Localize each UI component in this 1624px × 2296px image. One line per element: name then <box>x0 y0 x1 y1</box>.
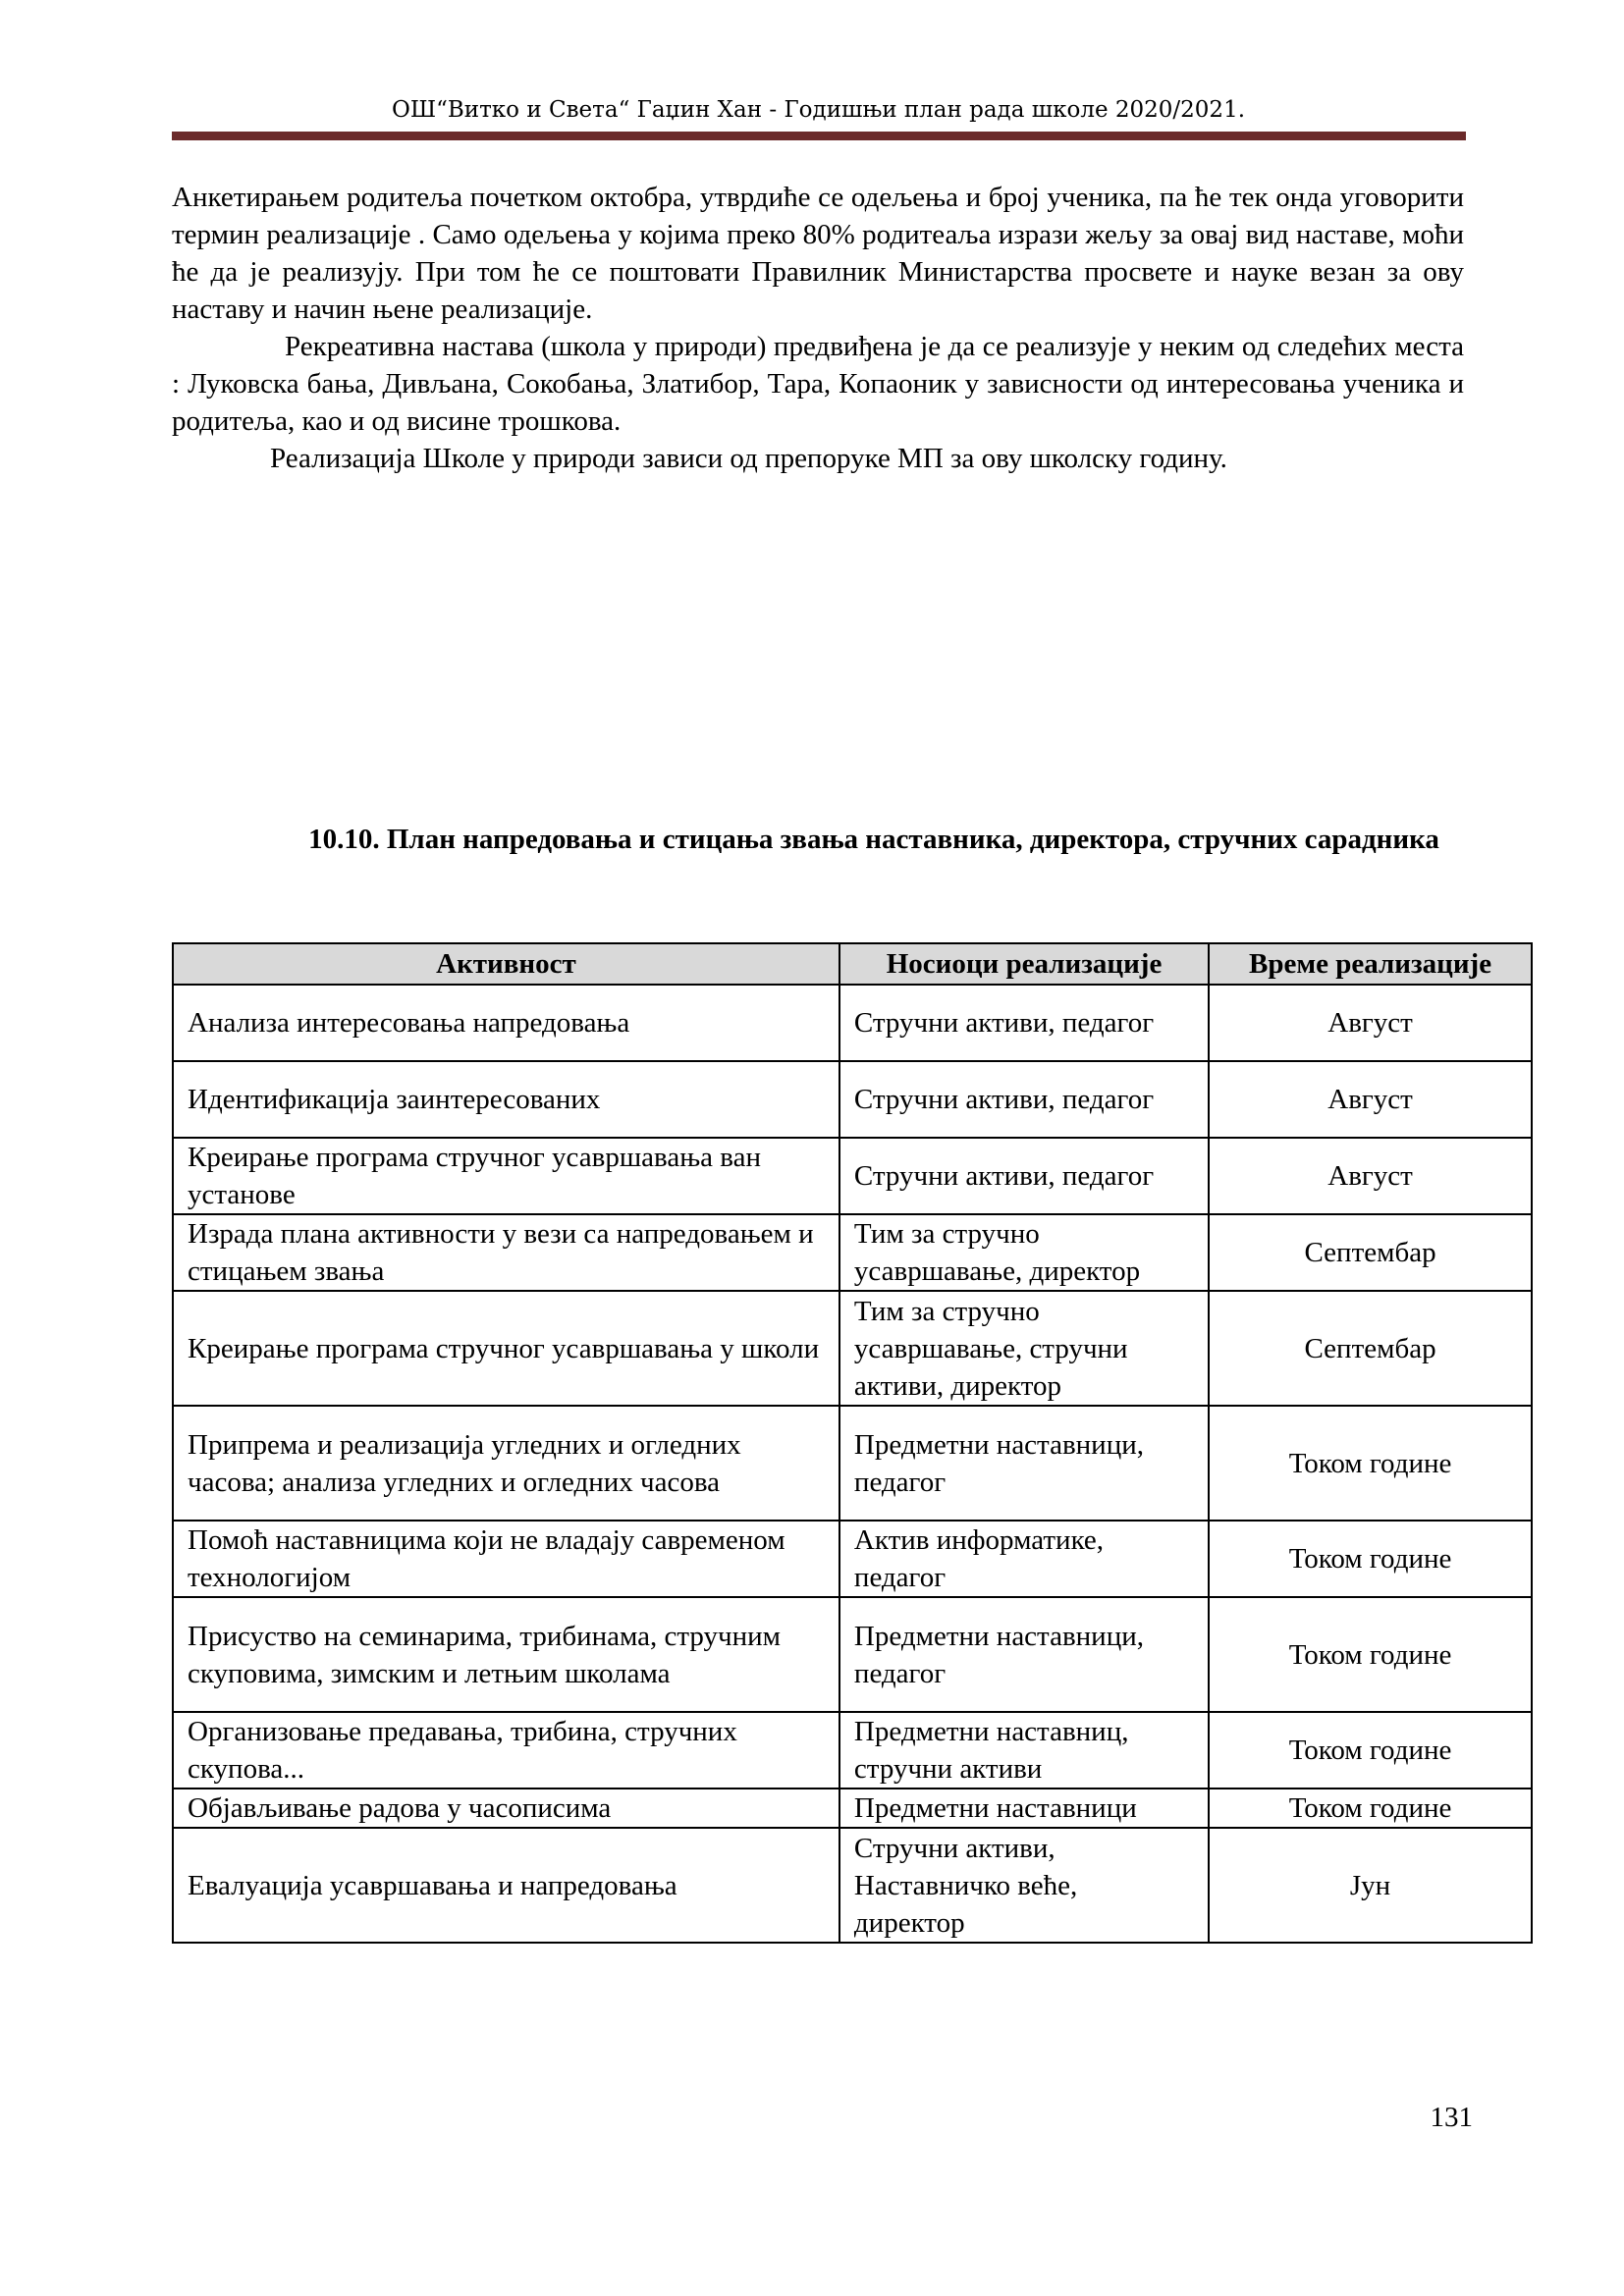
activity-cell: Организовање предавања, трибина, стручних скупова... <box>173 1712 839 1789</box>
table-row <box>173 1061 1532 1138</box>
time-cell: Јун <box>1209 1828 1532 1943</box>
table-header-row <box>173 943 1532 985</box>
time-cell: Током године <box>1209 1789 1532 1828</box>
time-cell: Током године <box>1209 1406 1532 1521</box>
body-text <box>172 179 1464 477</box>
table-row <box>173 1521 1532 1597</box>
table-row <box>173 1406 1532 1521</box>
carriers-cell: Предметни наставници <box>839 1789 1209 1828</box>
table-row <box>173 1138 1532 1214</box>
activity-cell: Објављивање радова у часописима <box>173 1789 839 1828</box>
time-cell: Август <box>1209 1138 1532 1214</box>
carriers-cell: Тим за стручно усавршавање, стручни активи, директор <box>839 1291 1209 1406</box>
activity-cell: Анализа интересовања напредовања <box>173 985 839 1061</box>
time-cell: Септембар <box>1209 1291 1532 1406</box>
document-header: ОШ“Витко и Света“ Гаџин Хан - Годишњи план рада школе 2020/2021. <box>391 97 1246 123</box>
paragraph-survey: Анкетирањем родитеља почетком октобра, утврдиће се одељења и број ученика, па ће тек онда уговорити термин реализације . Само одељења у којима преко 80% родитеаља изрази жељу за овај вид наставе, моћи ће да је реализују. При том ће се поштовати Правилник Министарства просвете и науке везан за ову наставу и начин њене реализације. <box>172 182 1464 325</box>
section-title: 10.10. План напредовања и стицања звања наставника, директора, стручних сарадника <box>308 824 1439 855</box>
carriers-cell: Предметни наставници, педагог <box>839 1406 1209 1521</box>
header-rule <box>172 132 1466 140</box>
page-number: 131 <box>1430 2102 1473 2133</box>
time-cell: Август <box>1209 985 1532 1061</box>
table-row <box>173 1828 1532 1943</box>
table-row <box>173 1291 1532 1406</box>
time-cell: Током године <box>1209 1712 1532 1789</box>
table-row <box>173 1712 1532 1789</box>
carriers-cell: Тим за стручно усавршавање, директор <box>839 1214 1209 1291</box>
time-cell: Током године <box>1209 1521 1532 1597</box>
carriers-cell: Предметни наставници, педагог <box>839 1597 1209 1712</box>
activity-cell: Припрема и реализација угледних и огледних часова; анализа угледних и огледних часова <box>173 1406 839 1521</box>
table-row <box>173 1597 1532 1712</box>
carriers-cell: Предметни наставниц, стручни активи <box>839 1712 1209 1789</box>
carriers-cell: Стручни активи, педагог <box>839 1138 1209 1214</box>
paragraph-school-in-nature: Реализација Школе у природи зависи од препоруке МП за ову школску годину. <box>270 443 1227 474</box>
time-cell: Септембар <box>1209 1214 1532 1291</box>
activity-cell: Израда плана активности у вези са напредовањем и стицањем звања <box>173 1214 839 1291</box>
column-header-time: Време реализације <box>1209 943 1532 985</box>
paragraph-recreational-teaching: Рекреативна настава (школа у природи) предвиђена је да се реализује у неким од следећих места : Луковска бања, Дивљана, Сокобања, Златибор, Тара, Копаоник у зависности од интересовања ученика и родитеља, као и од висине трошкова. <box>172 331 1464 437</box>
activity-cell: Присуство на семинарима, трибинама, стручним скуповима, зимским и летњим школама <box>173 1597 839 1712</box>
table-row <box>173 985 1532 1061</box>
plan-table <box>172 942 1533 1944</box>
column-header-carriers: Носиоци реализације <box>839 943 1209 985</box>
column-header-activity: Активност <box>173 943 839 985</box>
time-cell: Током године <box>1209 1597 1532 1712</box>
table-row <box>173 1214 1532 1291</box>
table-row <box>173 1789 1532 1828</box>
activity-cell: Креирање програма стручног усавршавања ван установе <box>173 1138 839 1214</box>
activity-cell: Идентификација заинтересованих <box>173 1061 839 1138</box>
activity-cell: Евалуација усавршавања и напредовања <box>173 1828 839 1943</box>
carriers-cell: Стручни активи, педагог <box>839 1061 1209 1138</box>
carriers-cell: Стручни активи, педагог <box>839 985 1209 1061</box>
activity-cell: Креирање програма стручног усавршавања у школи <box>173 1291 839 1406</box>
time-cell: Август <box>1209 1061 1532 1138</box>
carriers-cell: Актив информатике, педагог <box>839 1521 1209 1597</box>
carriers-cell: Стручни активи, Наставничко веће, директор <box>839 1828 1209 1943</box>
activity-cell: Помоћ наставницима који не владају савременом технологијом <box>173 1521 839 1597</box>
